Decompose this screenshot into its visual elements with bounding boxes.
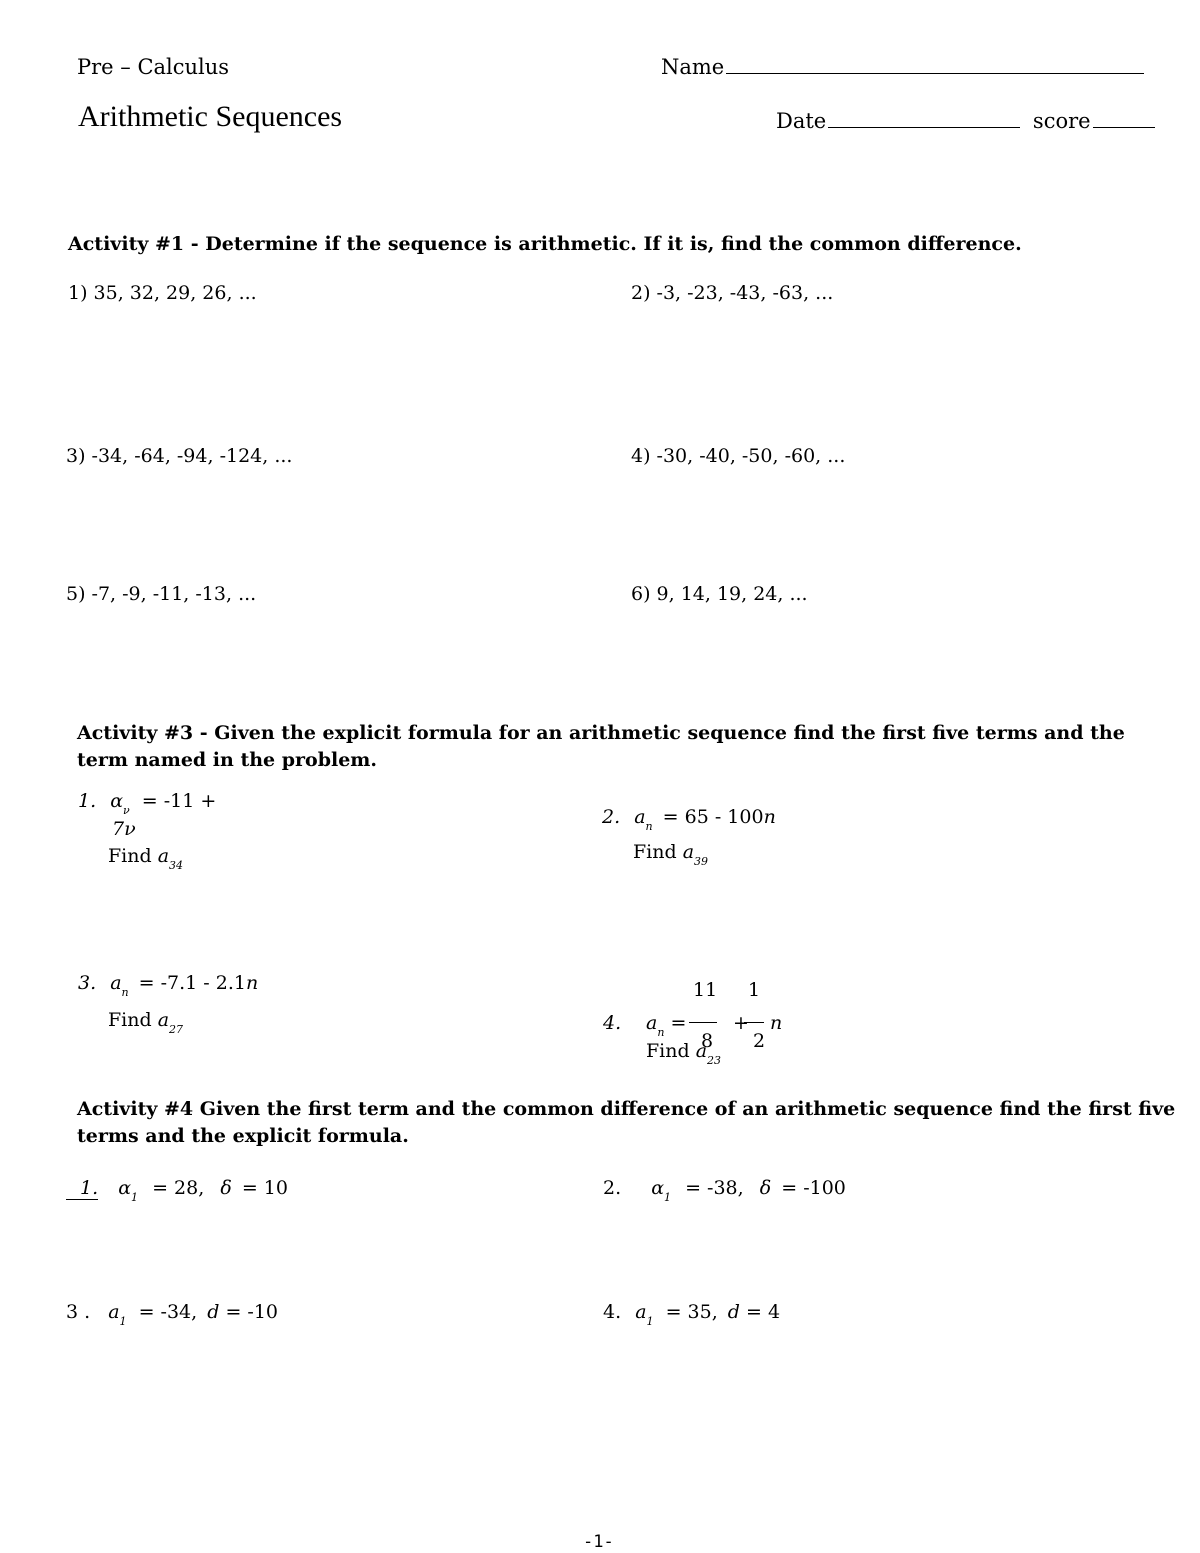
activity3-problem-3: 3. $a_n = -7.1 - 2.1n$ bbox=[78, 972, 259, 999]
activity4-heading: Activity #4 Given the first term and the common difference of an arithmetic sequence find the first five terms and the explicit formula. bbox=[77, 1098, 1176, 1147]
activity1-problem-5: 5) -7, -9, -11, -13, ... bbox=[66, 583, 257, 605]
activity3-problem-1-line2: 7ν bbox=[112, 818, 136, 840]
activity1-problem-1: 1) 35, 32, 29, 26, ... bbox=[68, 282, 257, 304]
date-score-field bbox=[776, 109, 1155, 133]
activity3-problem-2: 2. $a_n = 65 - 100n$ bbox=[602, 806, 776, 833]
activity4-problem-1: 1. $\alpha_1 = 28$, δ = 10 bbox=[66, 1177, 288, 1199]
score-line bbox=[1093, 127, 1155, 128]
date-label: Date bbox=[776, 109, 827, 133]
fraction-1-numerator: 11 bbox=[693, 979, 718, 1001]
score-label: score bbox=[1032, 109, 1091, 133]
activity1-problem-6: 6) 9, 14, 19, 24, ... bbox=[631, 583, 808, 605]
activity3-problem-1: 1. $\alpha_\nu = -11$ + bbox=[78, 790, 217, 817]
name-line bbox=[726, 73, 1144, 74]
activity4-problem-2: 2. $\alpha_1 = -38$, δ = -100 bbox=[603, 1177, 846, 1204]
activity1-problem-2: 2) -3, -23, -43, -63, ... bbox=[631, 282, 834, 304]
fraction-1-bar bbox=[689, 1022, 717, 1023]
course-label: Pre – Calculus bbox=[77, 55, 230, 79]
fraction-2-denominator: 2 bbox=[753, 1030, 766, 1052]
fraction-1-denominator: 8 bbox=[701, 1030, 714, 1052]
activity3-problem-2-find: Find $a_{39}$ bbox=[633, 841, 709, 868]
name-label: Name bbox=[661, 55, 725, 79]
activity3-problem-3-find: Find $a_{27}$ bbox=[108, 1009, 184, 1036]
fraction-2-bar bbox=[744, 1022, 764, 1023]
activity3-problem-1-find: Find $a_{34}$ bbox=[108, 845, 184, 872]
activity3-problem-4-find: Find $a_{23}$ bbox=[646, 1040, 722, 1067]
name-field bbox=[661, 55, 1144, 79]
activity1-heading: Activity #1 - Determine if the sequence is arithmetic. If it is, find the common difference. bbox=[68, 233, 1022, 255]
activity3-problem-4-lhs: $a_n$ = bbox=[646, 1012, 687, 1039]
fraction-2-numerator: 1 bbox=[748, 979, 761, 1001]
activity3-problem-4-number: 4. bbox=[603, 1012, 622, 1034]
page-number: -1- bbox=[583, 1532, 614, 1552]
activity4-problem-3: 3 . $a_1 = -34$, d = -10 bbox=[66, 1301, 279, 1328]
activity4-problem-4: 4. $a_1 = 35$, d = 4 bbox=[603, 1301, 781, 1328]
activity1-problem-3: 3) -34, -64, -94, -124, ... bbox=[66, 445, 293, 467]
date-line bbox=[828, 127, 1020, 128]
activity1-problem-4: 4) -30, -40, -50, -60, ... bbox=[631, 445, 846, 467]
page-title: Arithmetic Sequences bbox=[78, 100, 343, 133]
activity3-heading: Activity #3 - Given the explicit formula for an arithmetic sequence find the first five terms and the term named in the problem. bbox=[77, 722, 1125, 771]
plus-sign: + bbox=[733, 1012, 749, 1034]
activity3-problem-4-var: n bbox=[770, 1012, 783, 1034]
